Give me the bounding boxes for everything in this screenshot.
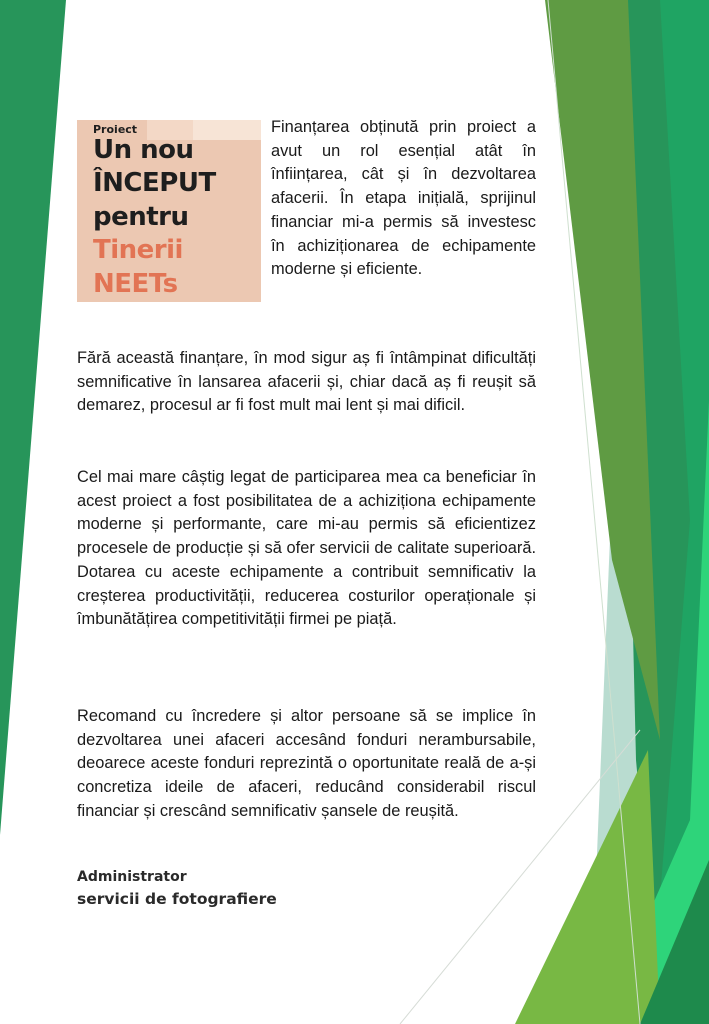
signature-role: Administrator (77, 869, 187, 885)
intro-paragraph: Finanțarea obținută prin proiect a avut un rol esențial atât în înființarea, cât și în dezvoltarea afacerii. În etapa inițială, sprijinul financiar mi-a permis să investesc în achiziționarea de echipamente moderne și eficiente. (271, 118, 536, 279)
logo-line-1: Un nou (93, 135, 194, 165)
logo-line-5: NEETs (93, 269, 178, 299)
project-logo (77, 120, 261, 302)
paragraph-2: Cel mai mare câștig legat de participarea mea ca beneficiar în acest proiect a fost posibilitatea de a achiziționa echipamente moderne și performante, care mi-au permis să eficientizez procesele de producție și să ofer servicii de calitate superioară. Dotarea cu aceste echipamente a contribuit semnificativ la creșterea productivității, reducerea costurilor operaționale și îmbunătățirea competitivității firmei pe piață. (77, 468, 536, 629)
logo-shade-right (193, 120, 261, 140)
paragraph-3: Recomand cu încredere și altor persoane să se implice în dezvoltarea unei afaceri accesând fonduri nerambursabile, deoarece aceste fonduri reprezintă o oportunitate reală de a-și concretiza ideile de afaceri, reducând considerabil riscul financiar și crescând semnificativ șansele de reușită. (77, 707, 536, 820)
paragraph-1: Fără această finanțare, în mod sigur aș fi întâmpinat dificultăți semnificative în lansarea afacerii și, chiar dacă aș fi reușit să demarez, procesul ar fi fost mult mai lent și mai dificil. (77, 349, 536, 415)
signature-activity: servicii de fotografiere (77, 890, 277, 908)
logo-line-4: Tinerii (93, 235, 183, 265)
logo-small-text: Proiect (93, 123, 138, 136)
logo-line-3: pentru (93, 202, 189, 232)
logo-line-2: ÎNCEPUT (93, 168, 216, 198)
